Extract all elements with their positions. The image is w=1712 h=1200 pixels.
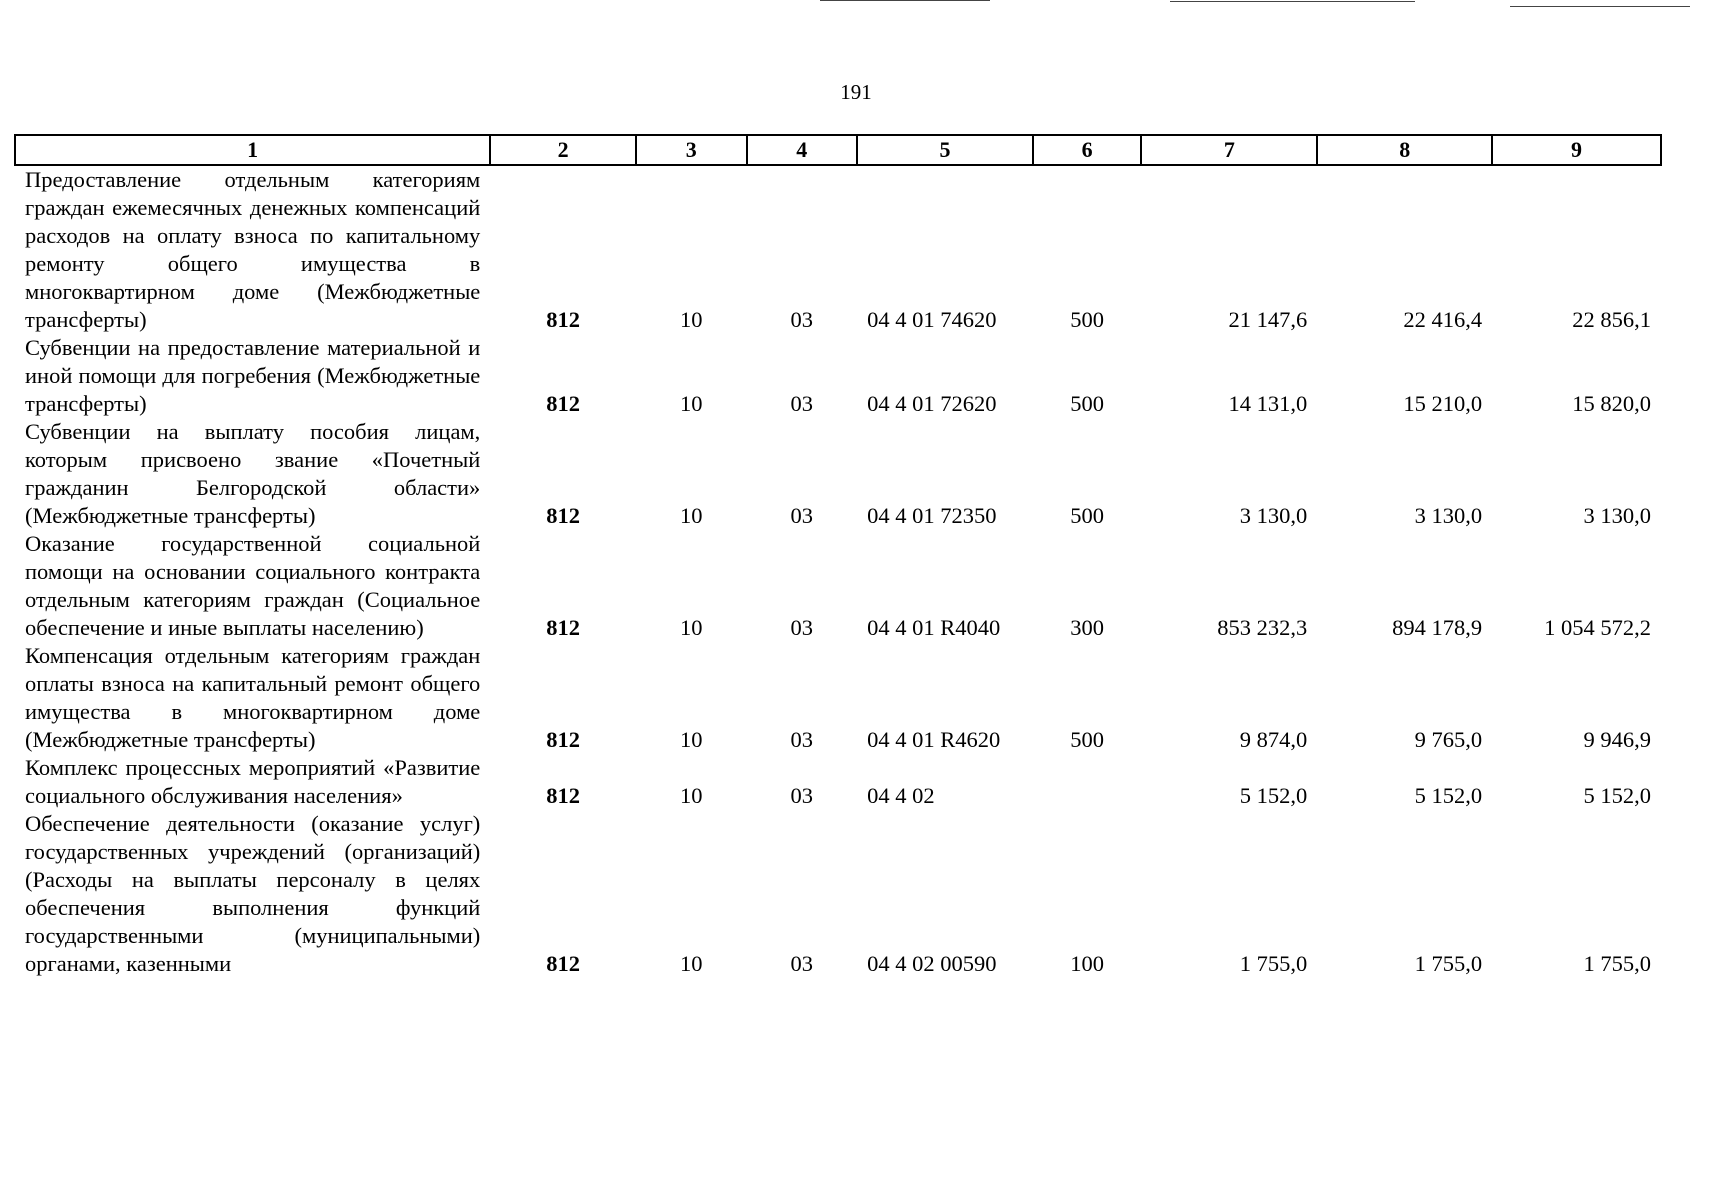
target-article-code: 04 4 02 00590 bbox=[867, 951, 997, 976]
section-code: 10 bbox=[680, 615, 703, 640]
amount-col-8: 22 416,4 bbox=[1403, 307, 1483, 332]
amount-col-9: 15 820,0 bbox=[1572, 391, 1651, 416]
target-article-code: 04 4 01 74620 bbox=[867, 307, 997, 332]
amount-col-9: 3 130,0 bbox=[1583, 503, 1651, 528]
column-header: 8 bbox=[1317, 135, 1492, 165]
header-row bbox=[15, 135, 1661, 165]
target-article-code: 04 4 01 72620 bbox=[867, 391, 997, 416]
subsection-code: 03 bbox=[790, 727, 814, 752]
table-row bbox=[15, 530, 1661, 642]
grbs-code: 812 bbox=[546, 307, 581, 332]
amount-col-8: 15 210,0 bbox=[1403, 391, 1483, 416]
amount-col-8: 5 152,0 bbox=[1414, 783, 1483, 808]
scan-rule bbox=[1170, 1, 1415, 2]
amount-col-9: 22 856,1 bbox=[1572, 307, 1651, 332]
item-name: Субвенции на предоставление материальной и иной помощи для погребения (Межбюджетные трансферты) bbox=[25, 335, 481, 416]
expense-type-code: 500 bbox=[1070, 391, 1105, 416]
subsection-code: 03 bbox=[790, 783, 814, 808]
target-article-code: 04 4 01 72350 bbox=[867, 503, 997, 528]
item-name: Оказание государственной социальной помощи на основании социального контракта отдельным категориям граждан (Социальное обеспечение и иные выплаты населению) bbox=[25, 531, 481, 640]
expense-type-code: 300 bbox=[1070, 615, 1105, 640]
amount-col-7: 1 755,0 bbox=[1239, 951, 1308, 976]
section-code: 10 bbox=[680, 307, 703, 332]
table-row bbox=[15, 418, 1661, 530]
amount-col-8: 9 765,0 bbox=[1414, 727, 1483, 752]
expense-type-code: 100 bbox=[1070, 951, 1105, 976]
amount-col-8: 3 130,0 bbox=[1414, 503, 1483, 528]
item-name: Комплекс процессных мероприятий «Развитие социального обслуживания населения» bbox=[25, 755, 481, 808]
expense-type-code: 500 bbox=[1070, 503, 1105, 528]
column-header: 9 bbox=[1492, 135, 1661, 165]
amount-col-7: 14 131,0 bbox=[1228, 391, 1308, 416]
column-header: 3 bbox=[636, 135, 747, 165]
amount-col-9: 9 946,9 bbox=[1583, 727, 1651, 752]
item-name: Субвенции на выплату пособия лицам, которым присвоено звание «Почетный гражданин Белгородской области» (Межбюджетные трансферты) bbox=[25, 419, 481, 528]
section-code: 10 bbox=[680, 503, 703, 528]
grbs-code: 812 bbox=[546, 391, 581, 416]
amount-col-8: 894 178,9 bbox=[1392, 615, 1483, 640]
expense-type-code: 500 bbox=[1070, 727, 1105, 752]
expense-type-code: 500 bbox=[1070, 307, 1105, 332]
amount-col-9: 1 755,0 bbox=[1583, 951, 1651, 976]
budget-table bbox=[14, 134, 1662, 978]
grbs-code: 812 bbox=[546, 615, 581, 640]
expense-type-code bbox=[1033, 754, 1142, 810]
target-article-code: 04 4 02 bbox=[867, 783, 935, 808]
table-row bbox=[15, 642, 1661, 754]
scan-rule bbox=[1510, 6, 1690, 7]
amount-col-9: 5 152,0 bbox=[1583, 783, 1651, 808]
subsection-code: 03 bbox=[790, 615, 814, 640]
section-code: 10 bbox=[680, 783, 703, 808]
subsection-code: 03 bbox=[790, 307, 814, 332]
amount-col-9: 1 054 572,2 bbox=[1544, 615, 1651, 640]
subsection-code: 03 bbox=[790, 503, 814, 528]
amount-col-7: 5 152,0 bbox=[1239, 783, 1308, 808]
section-code: 10 bbox=[680, 951, 703, 976]
page-number: 191 bbox=[840, 80, 872, 104]
amount-col-7: 853 232,3 bbox=[1217, 615, 1308, 640]
grbs-code: 812 bbox=[546, 783, 581, 808]
subsection-code: 03 bbox=[790, 951, 814, 976]
item-name: Компенсация отдельным категориям граждан оплаты взноса на капитальный ремонт общего имущества в многоквартирном доме (Межбюджетные трансферты) bbox=[25, 643, 481, 752]
item-name: Предоставление отдельным категориям граждан ежемесячных денежных компенсаций расходов на оплату взноса по капитальному ремонту общего имущества в многоквартирном доме (Межбюджетные трансферты) bbox=[25, 167, 481, 332]
amount-col-7: 3 130,0 bbox=[1239, 503, 1308, 528]
section-code: 10 bbox=[680, 727, 703, 752]
amount-col-7: 9 874,0 bbox=[1239, 727, 1308, 752]
table-row bbox=[15, 165, 1661, 334]
column-header: 2 bbox=[490, 135, 636, 165]
table-row bbox=[15, 754, 1661, 810]
item-name: Обеспечение деятельности (оказание услуг) государственных учреждений (организаций) (Расходы на выплаты персоналу в целях обеспечения выполнения функций государственными (муниципальными) органами, казенными bbox=[25, 811, 481, 976]
grbs-code: 812 bbox=[546, 503, 581, 528]
table-row bbox=[15, 810, 1661, 978]
column-header: 5 bbox=[857, 135, 1033, 165]
column-header: 1 bbox=[15, 135, 490, 165]
amount-col-8: 1 755,0 bbox=[1414, 951, 1483, 976]
column-header: 4 bbox=[747, 135, 858, 165]
target-article-code: 04 4 01 R4620 bbox=[867, 727, 1001, 752]
amount-col-7: 21 147,6 bbox=[1228, 307, 1308, 332]
grbs-code: 812 bbox=[546, 951, 581, 976]
column-header: 6 bbox=[1033, 135, 1142, 165]
scan-rule bbox=[820, 0, 990, 1]
grbs-code: 812 bbox=[546, 727, 581, 752]
subsection-code: 03 bbox=[790, 391, 814, 416]
table-row bbox=[15, 334, 1661, 418]
target-article-code: 04 4 01 R4040 bbox=[867, 615, 1001, 640]
section-code: 10 bbox=[680, 391, 703, 416]
column-header: 7 bbox=[1141, 135, 1317, 165]
